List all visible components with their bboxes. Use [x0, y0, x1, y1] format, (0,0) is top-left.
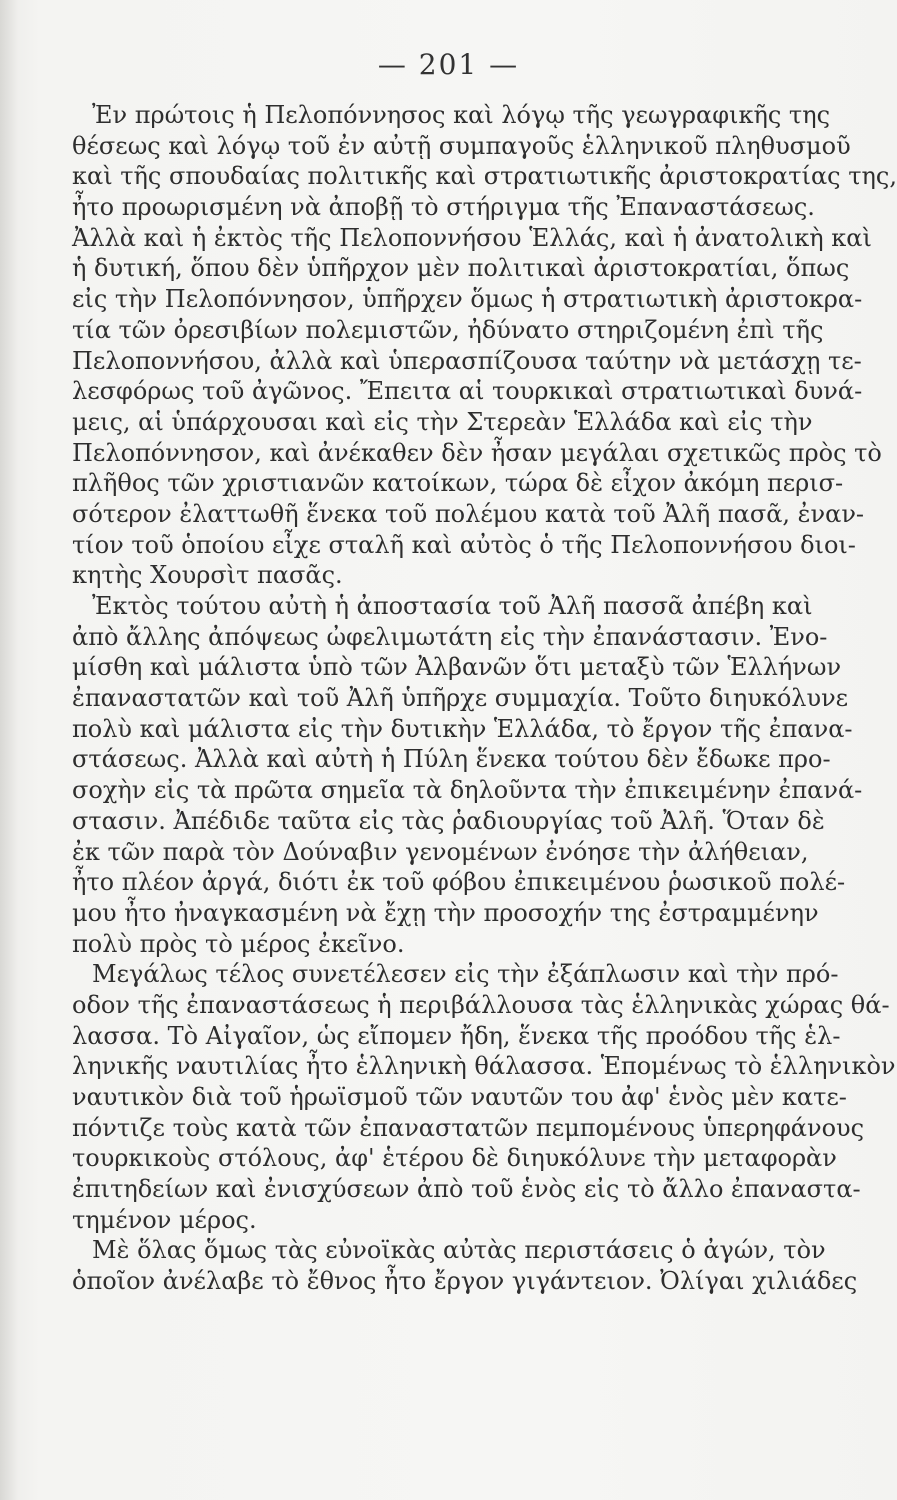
text-line: ναυτικὸν διὰ τοῦ ἡρωϊσμοῦ τῶν ναυτῶν του ἀφ' ἑνὸς μὲν κατε- — [72, 1083, 847, 1111]
page-binding-shadow — [0, 0, 18, 1500]
text-line: ἐπιτηδείων καὶ ἐνισχύσεων ἀπὸ τοῦ ἑνὸς εἰς τὸ ἄλλο ἐπαναστα- — [72, 1175, 861, 1204]
text-line: ἦτο πλέον ἀργά, διότι ἐκ τοῦ φόβου ἐπικειμένου ῥωσικοῦ πολέ- — [72, 868, 846, 897]
text-line: Ἐν πρώτοις ἡ Πελοπόννησος καὶ λόγῳ τῆς γεωγραφικῆς της — [92, 101, 831, 129]
text-line: μεις, αἱ ὑπάρχουσαι καὶ εἰς τὴν Στερεὰν Ἑλλάδα καὶ εἰς τὴν — [72, 407, 813, 436]
text-line: τουρκικοὺς στόλους, ἀφ' ἑτέρου δὲ διηυκόλυνε τὴν μεταφορὰν — [72, 1144, 837, 1173]
text-line: ὁποῖον ἀνέλαβε τὸ ἔθνος ἦτο ἔργον γιγάντειον. Ὀλίγαι χιλιάδες — [72, 1267, 858, 1296]
text-line: κητὴς Χουρσὶτ πασᾶς. — [72, 561, 343, 590]
text-line: λασσα. Τὸ Αἰγαῖον, ὡς εἴπομεν ἤδη, ἕνεκα τῆς προόδου τῆς ἑλ- — [72, 1021, 841, 1050]
text-line: πολὺ καὶ μάλιστα εἰς τὴν δυτικὴν Ἑλλάδα, τὸ ἔργον τῆς ἐπανα- — [72, 714, 853, 743]
text-line: πολὺ πρὸς τὸ μέρος ἐκεῖνο. — [72, 929, 405, 958]
text-line: τημένον μέρος. — [72, 1205, 257, 1234]
text-line: πλῆθος τῶν χριστιανῶν κατοίκων, τώρα δὲ εἶχον ἀκόμη περισ- — [72, 469, 844, 498]
text-line: τία τῶν ὀρεσιβίων πολεμιστῶν, ἠδύνατο στηριζομένη ἐπὶ τῆς — [72, 315, 824, 344]
text-line: σότερον ἐλαττωθῆ ἕνεκα τοῦ πολέμου κατὰ τοῦ Ἀλῆ πασᾶ, ἐναν- — [72, 499, 865, 528]
body-text — [72, 100, 897, 1297]
text-line: τίον τοῦ ὁποίου εἶχε σταλῆ καὶ αὐτὸς ὁ τῆς Πελοποννήσου διοι- — [72, 530, 856, 559]
text-line: Μεγάλως τέλος συνετέλεσεν εἰς τὴν ἐξάπλωσιν καὶ τὴν πρό- — [92, 960, 839, 989]
text-line: καὶ τῆς σπουδαίας πολιτικῆς καὶ στρατιωτικῆς ἀριστοκρατίας της, — [72, 162, 897, 191]
text-line: ληνικῆς ναυτιλίας ἦτο ἑλληνικὴ θάλασσα. Ἑπομένως τὸ ἑλληνικὸν — [72, 1052, 896, 1081]
text-line: μου ἦτο ἠναγκασμένη νὰ ἔχῃ τὴν προσοχήν της ἐστραμμένην — [72, 898, 819, 927]
text-line: Μὲ ὅλας ὅμως τὰς εὐνοϊκὰς αὐτὰς περιστάσεις ὁ ἀγών, τὸν — [92, 1236, 826, 1265]
text-line: ἐπαναστατῶν καὶ τοῦ Ἀλῆ ὑπῆρχε συμμαχία. Τοῦτο διηυκόλυνε — [72, 684, 849, 713]
text-line: λεσφόρως τοῦ ἀγῶνος. Ἔπειτα αἱ τουρκικαὶ στρατιωτικαὶ δυνά- — [72, 377, 863, 406]
text-line: εἰς τὴν Πελοπόννησον, ὑπῆρχεν ὅμως ἡ στρατιωτικὴ ἀριστοκρα- — [72, 285, 863, 314]
text-line: ἦτο προωρισμένη νὰ ἀποβῇ τὸ στήριγμα τῆς Ἐπαναστάσεως. — [72, 193, 815, 222]
text-line: οδον τῆς ἐπαναστάσεως ἡ περιβάλλουσα τὰς ἑλληνικὰς χώρας θά- — [72, 990, 890, 1019]
text-line: στάσεως. Ἀλλὰ καὶ αὐτὴ ἡ Πύλη ἕνεκα τούτου δὲν ἔδωκε προ- — [72, 745, 831, 774]
text-line: ἀπὸ ἄλλης ἀπόψεως ὠφελιμωτάτη εἰς τὴν ἐπανάστασιν. Ἐνο- — [72, 622, 828, 651]
text-line: θέσεως καὶ λόγῳ τοῦ ἐν αὐτῇ συμπαγοῦς ἑλληνικοῦ πληθυσμοῦ — [72, 131, 851, 160]
text-line: ἐκ τῶν παρὰ τὸν Δούναβιν γενομένων ἐνόησε τὴν ἀλήθειαν, — [72, 837, 809, 866]
text-line: σοχὴν εἰς τὰ πρῶτα σημεῖα τὰ δηλοῦντα τὴν ἐπικειμένην ἐπανά- — [72, 776, 863, 805]
text-line: Ἐκτὸς τούτου αὐτὴ ἡ ἀποστασία τοῦ Ἀλῆ πασσᾶ ἀπέβη καὶ — [92, 592, 813, 620]
text-line: στασιν. Ἀπέδιδε ταῦτα εἰς τὰς ῥαδιουργίας τοῦ Ἀλῆ. Ὅταν δὲ — [72, 806, 825, 835]
page-number: — 201 — — [377, 48, 520, 81]
text-line: Πελοπόννησον, καὶ ἀνέκαθεν δὲν ἦσαν μεγάλαι σχετικῶς πρὸς τὸ — [72, 438, 882, 467]
text-line: Ἀλλὰ καὶ ἡ ἐκτὸς τῆς Πελοποννήσου Ἑλλάς, καὶ ἡ ἀνατολικὴ καὶ — [72, 223, 872, 252]
text-line: ἡ δυτική, ὅπου δὲν ὑπῆρχον μὲν πολιτικαὶ ἀριστοκρατίαι, ὅπως — [72, 254, 850, 283]
text-line: Πελοποννήσου, ἀλλὰ καὶ ὑπερασπίζουσα ταύτην νὰ μετάσχῃ τε- — [72, 346, 862, 375]
text-line: πόντιζε τοὺς κατὰ τῶν ἐπαναστατῶν πεμπομένους ὑπερηφάνους — [72, 1113, 865, 1142]
text-line: μίσθη καὶ μάλιστα ὑπὸ τῶν Ἀλβανῶν ὅτι μεταξὺ τῶν Ἑλλήνων — [72, 653, 842, 682]
